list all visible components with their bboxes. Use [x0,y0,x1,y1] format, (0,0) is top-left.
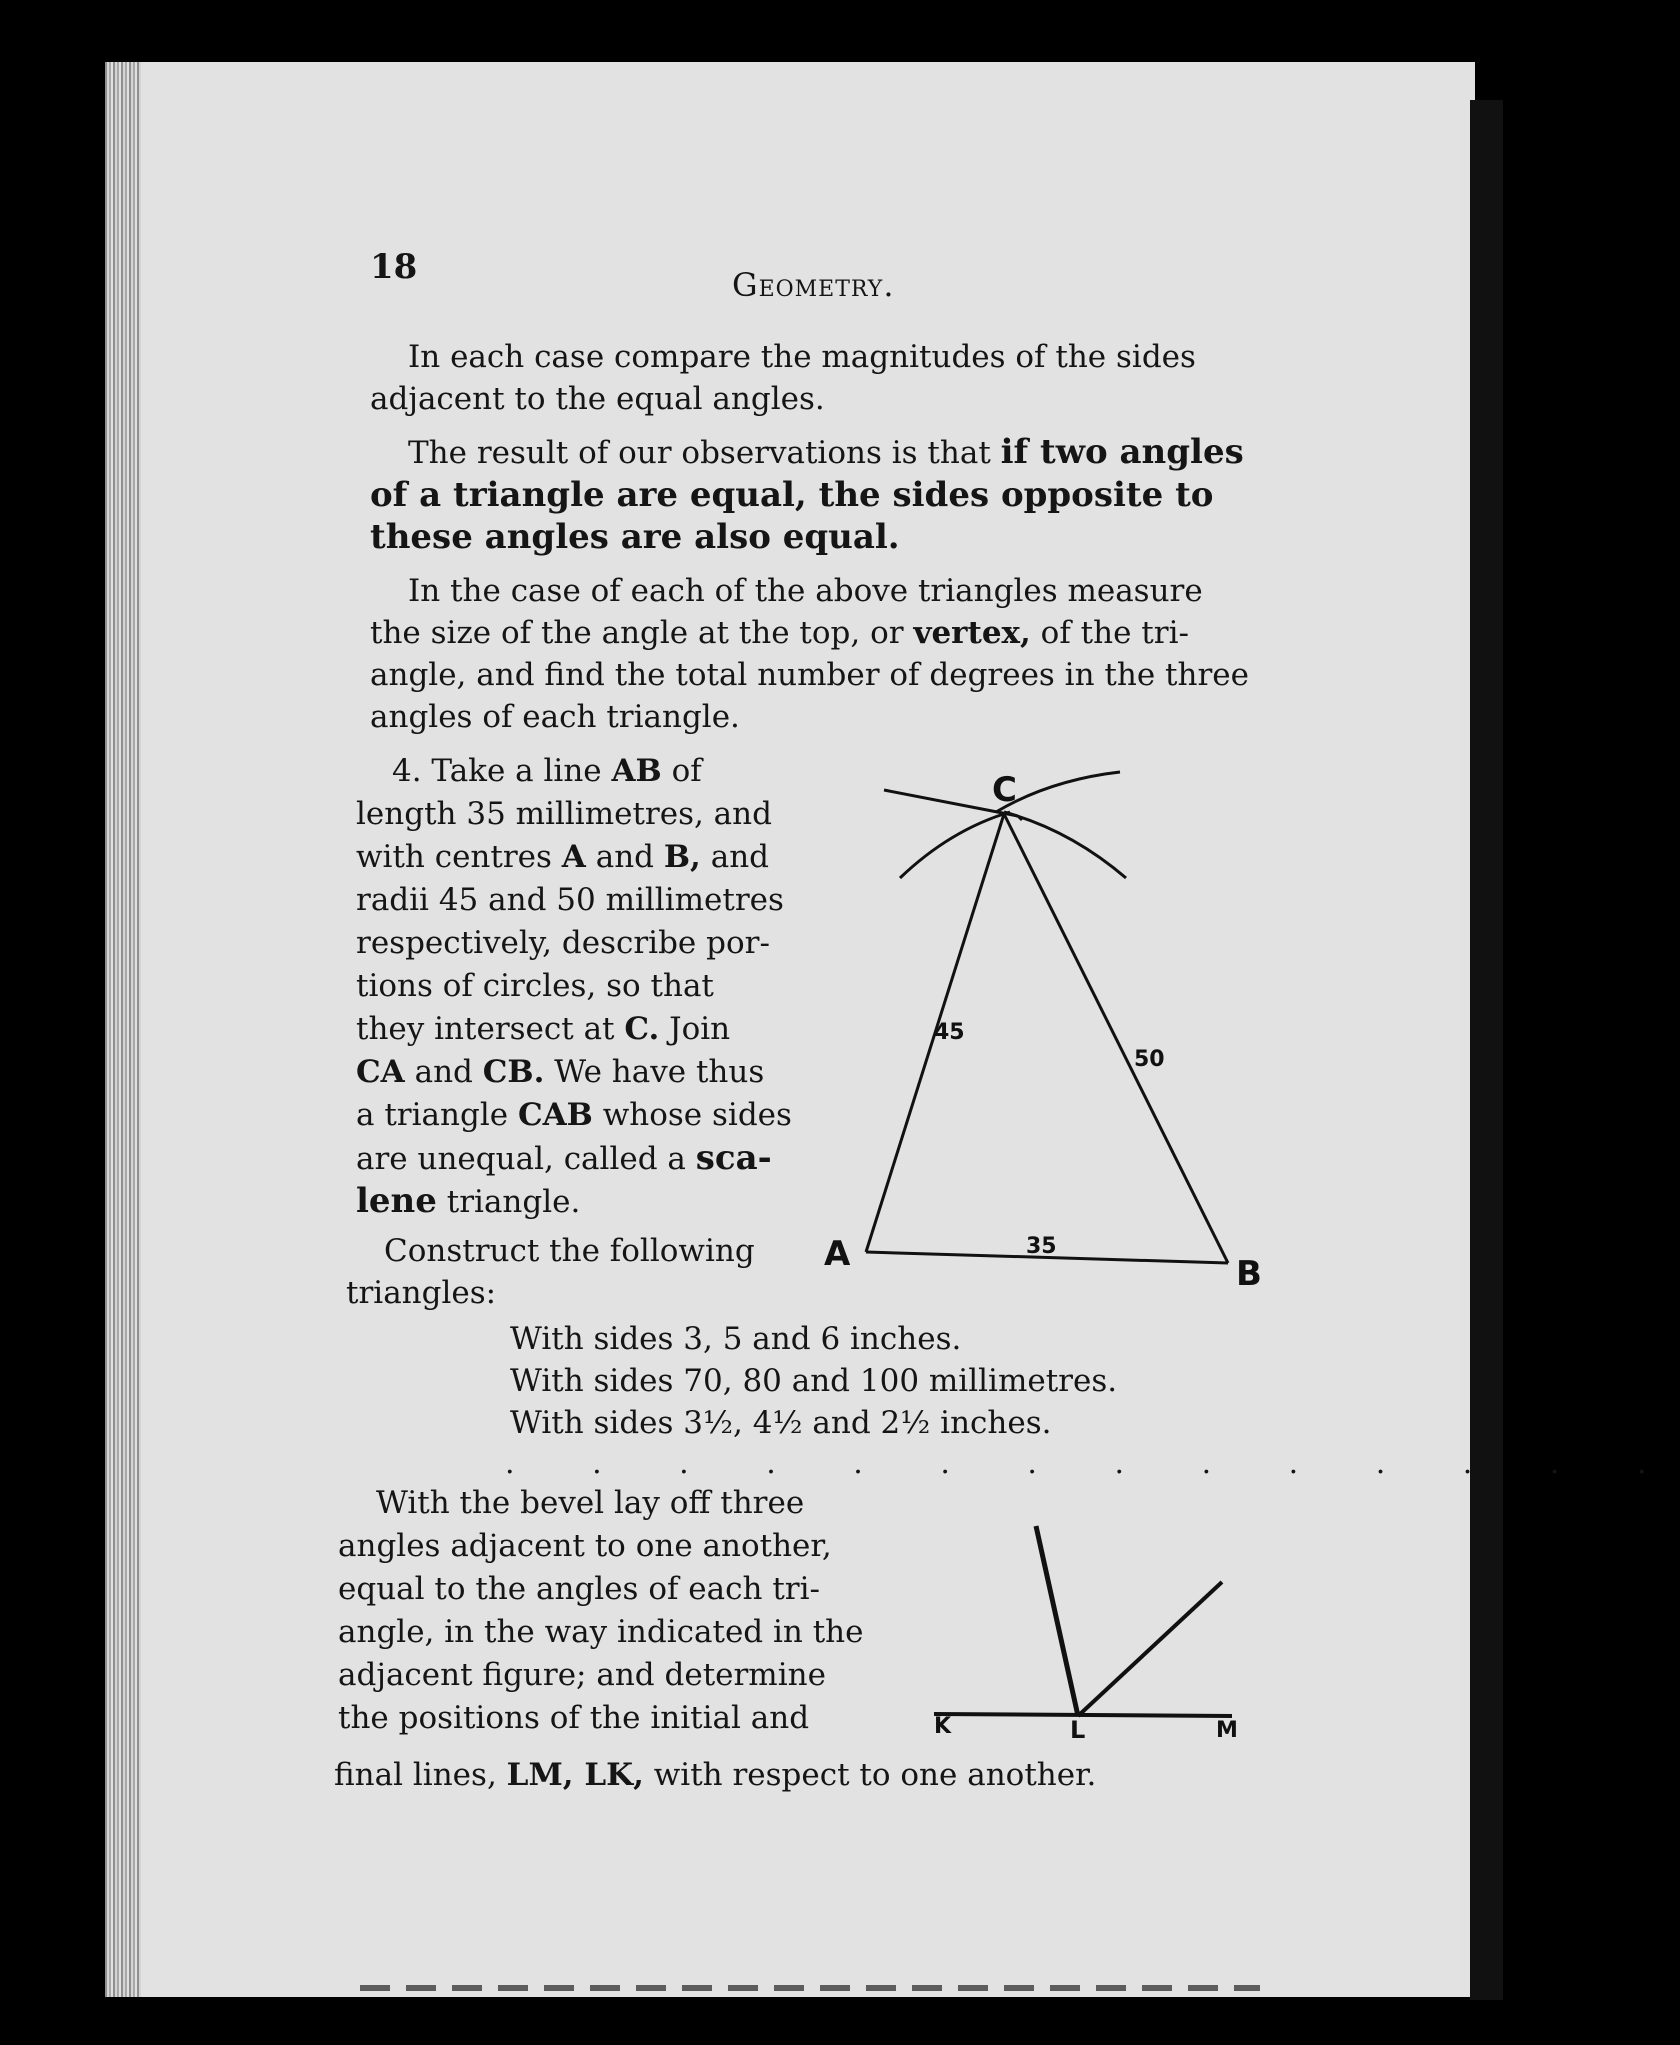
para3-line3: angle, and find the total number of degrees in the three [370,657,1249,693]
vertex-label-a: A [824,1234,851,1274]
para6-line6: the positions of the initial and [338,1700,810,1736]
para6-line4: angle, in the way indicated in the [338,1614,864,1650]
para3-line1: In the case of each of the above triangles measure [408,573,1203,609]
para4-line7: they intersect at C. Join [356,1011,731,1047]
para2-line2: of a triangle are equal, the sides opposite to [370,475,1214,515]
facing-page-edge [1470,100,1503,2000]
side-label-ca: 45 [934,1020,965,1045]
ray-first [1036,1526,1078,1716]
para6-line7: final lines, LM, LK, with respect to one another. [334,1757,1097,1793]
scalene-triangle-figure [800,750,1280,1310]
bevel-angles-figure [920,1510,1240,1740]
para3-line4: angles of each triangle. [370,699,740,735]
para6-line2: angles adjacent to one another, [338,1528,832,1564]
para3-line2: the size of the angle at the top, or vertex, of the tri- [370,615,1189,651]
para4-line11: lene triangle. [356,1181,581,1221]
para6-line3: equal to the angles of each tri- [338,1571,820,1607]
vertex-label-c: C [992,770,1017,810]
para4-line9: a triangle CAB whose sides [356,1097,792,1133]
arc-right-lower [1004,812,1126,878]
point-label-l: L [1070,1716,1086,1744]
para5-line2: triangles: [346,1275,497,1311]
dot-leader: . . . . . . . . . . . . . . [505,1446,1680,1481]
para4-line3: with centres A and B, and [356,839,770,875]
para6-line1: With the bevel lay off three [376,1485,805,1521]
side-label-ab: 35 [1026,1234,1057,1259]
point-label-m: M [1216,1718,1238,1743]
para6-line5: adjacent figure; and determine [338,1657,826,1693]
para4-line6: tions of circles, so that [356,968,714,1004]
para5-line1: Construct the following [384,1233,755,1269]
para4-line5: respectively, describe por- [356,925,770,961]
list-item: With sides 70, 80 and 100 millimetres. [510,1363,1118,1399]
side-cb [1004,814,1228,1263]
para4-line10: are unequal, called a sca- [356,1138,772,1178]
para4-line2: length 35 millimetres, and [356,796,772,832]
para4-line1: 4. Take a line AB of [392,753,702,789]
para4-line8: CA and CB. We have thus [356,1054,765,1090]
para4-line4: radii 45 and 50 millimetres [356,882,784,918]
running-head: Geometry. [732,266,895,304]
side-label-cb: 50 [1134,1047,1165,1072]
list-item: With sides 3, 5 and 6 inches. [510,1321,962,1357]
para1-line2: adjacent to the equal angles. [370,381,825,417]
ray-second [1078,1582,1222,1716]
list-item: With sides 3½, 4½ and 2½ inches. [510,1405,1052,1441]
page-binding-edge [105,62,141,1997]
para1-line1: In each case compare the magnitudes of the sides [408,339,1196,375]
bottom-print-smudge [360,1985,1260,1991]
vertex-label-b: B [1236,1254,1262,1294]
page-number: 18 [370,247,418,287]
para2-line1: The result of our observations is that if two angles [408,432,1244,472]
point-label-k: K [934,1714,952,1739]
para2-line3: these angles are also equal. [370,517,900,557]
